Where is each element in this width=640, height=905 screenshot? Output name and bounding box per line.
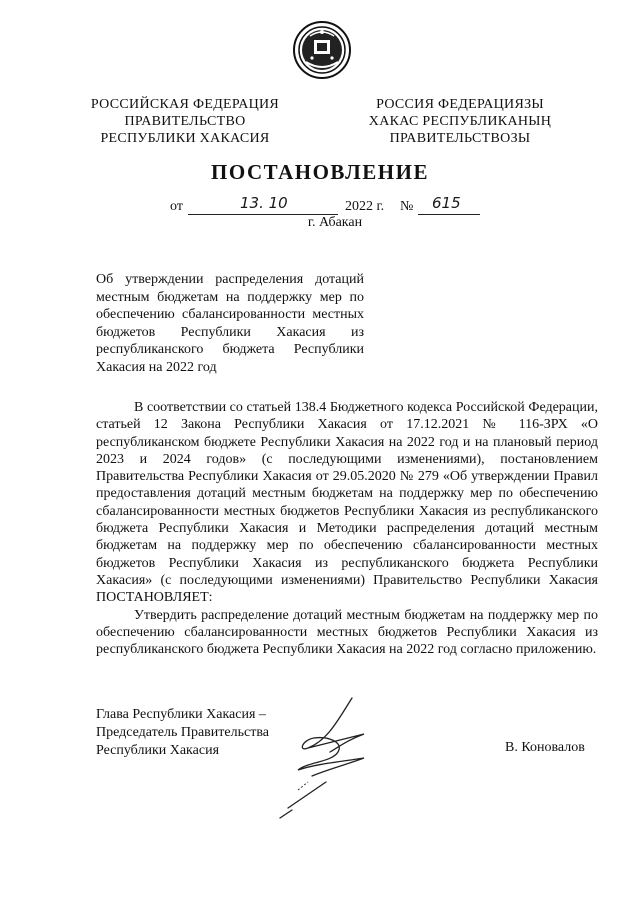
city: г. Абакан <box>307 215 363 230</box>
body-paragraph: Утвердить распределение дотаций местным бюджетам на поддержку мер по обеспечению сбалансированности местных бюджетов Республики Хакасия из республиканского бюджета Республики Хакасия на 2022 год согласно приложению. <box>96 607 598 658</box>
document-title: ПОСТАНОВЛЕНИЕ <box>211 160 429 184</box>
signatory-position-line: Республики Хакасия <box>96 743 220 758</box>
document-body <box>96 399 598 658</box>
number-label: № <box>400 199 414 214</box>
header-right-line: РОССИЯ ФЕДЕРАЦИЯЗЫ <box>376 97 544 112</box>
number-handwritten: 615 <box>432 194 461 212</box>
header-right-line: ХАКАС РЕСПУБЛИКАНЫҢ <box>368 114 552 129</box>
header-left <box>70 96 300 147</box>
document-subject: Об утверждении распределения дотаций местным бюджетам на поддержку мер по обеспечению сбалансированности местных бюджетов Республики Хакасия из республиканского бюджета Республики Хакасия на 2022 год <box>96 272 364 375</box>
date-handwritten: 13. 10 <box>240 194 288 212</box>
header-left-line: РЕСПУБЛИКИ ХАКАСИЯ <box>100 131 270 146</box>
header-left-line: ПРАВИТЕЛЬСТВО <box>124 114 246 129</box>
handwritten-signature <box>268 690 398 820</box>
header-right-line: ПРАВИТЕЛЬСТВОЗЫ <box>389 131 531 146</box>
signatory-name: В. Коновалов <box>505 740 585 755</box>
header-left-line: РОССИЙСКАЯ ФЕДЕРАЦИЯ <box>90 97 280 112</box>
date-year: 2022 г. <box>345 199 385 214</box>
body-paragraph: В соответствии со статьей 138.4 Бюджетного кодекса Российской Федерации, статьей 12 Закона Республики Хакасия от 17.12.2021 № 116-ЗРХ «О республиканском бюджете Республики Хакасия на 2022 год и на плановый период 2023 и 2024 годов» (с последующими изменениями), постановлением Правительства Республики Хакасия от 29.05.2020 № 279 «Об утверждении Правил предоставления дотаций местным бюджетам на поддержку мер по обеспечению сбалансированности местных бюджетов Республики Хакасия из республиканского бюджета Республики Хакасия и Методики распределения дотаций местным бюджетам на поддержку мер по обеспечению сбалансированности местных бюджетов Республики Хакасия из республиканского бюджета Республики Хакасия» (с последующими изменениями) Правительство Республики Хакасия ПОСТАНОВЛЯЕТ: <box>96 400 598 606</box>
signatory-position-line: Председатель Правительства <box>96 725 269 740</box>
coat-of-arms-icon <box>292 20 352 80</box>
date-prefix: от <box>170 199 183 214</box>
header-right <box>345 96 575 147</box>
signatory-position-line: Глава Республики Хакасия – <box>96 707 266 722</box>
